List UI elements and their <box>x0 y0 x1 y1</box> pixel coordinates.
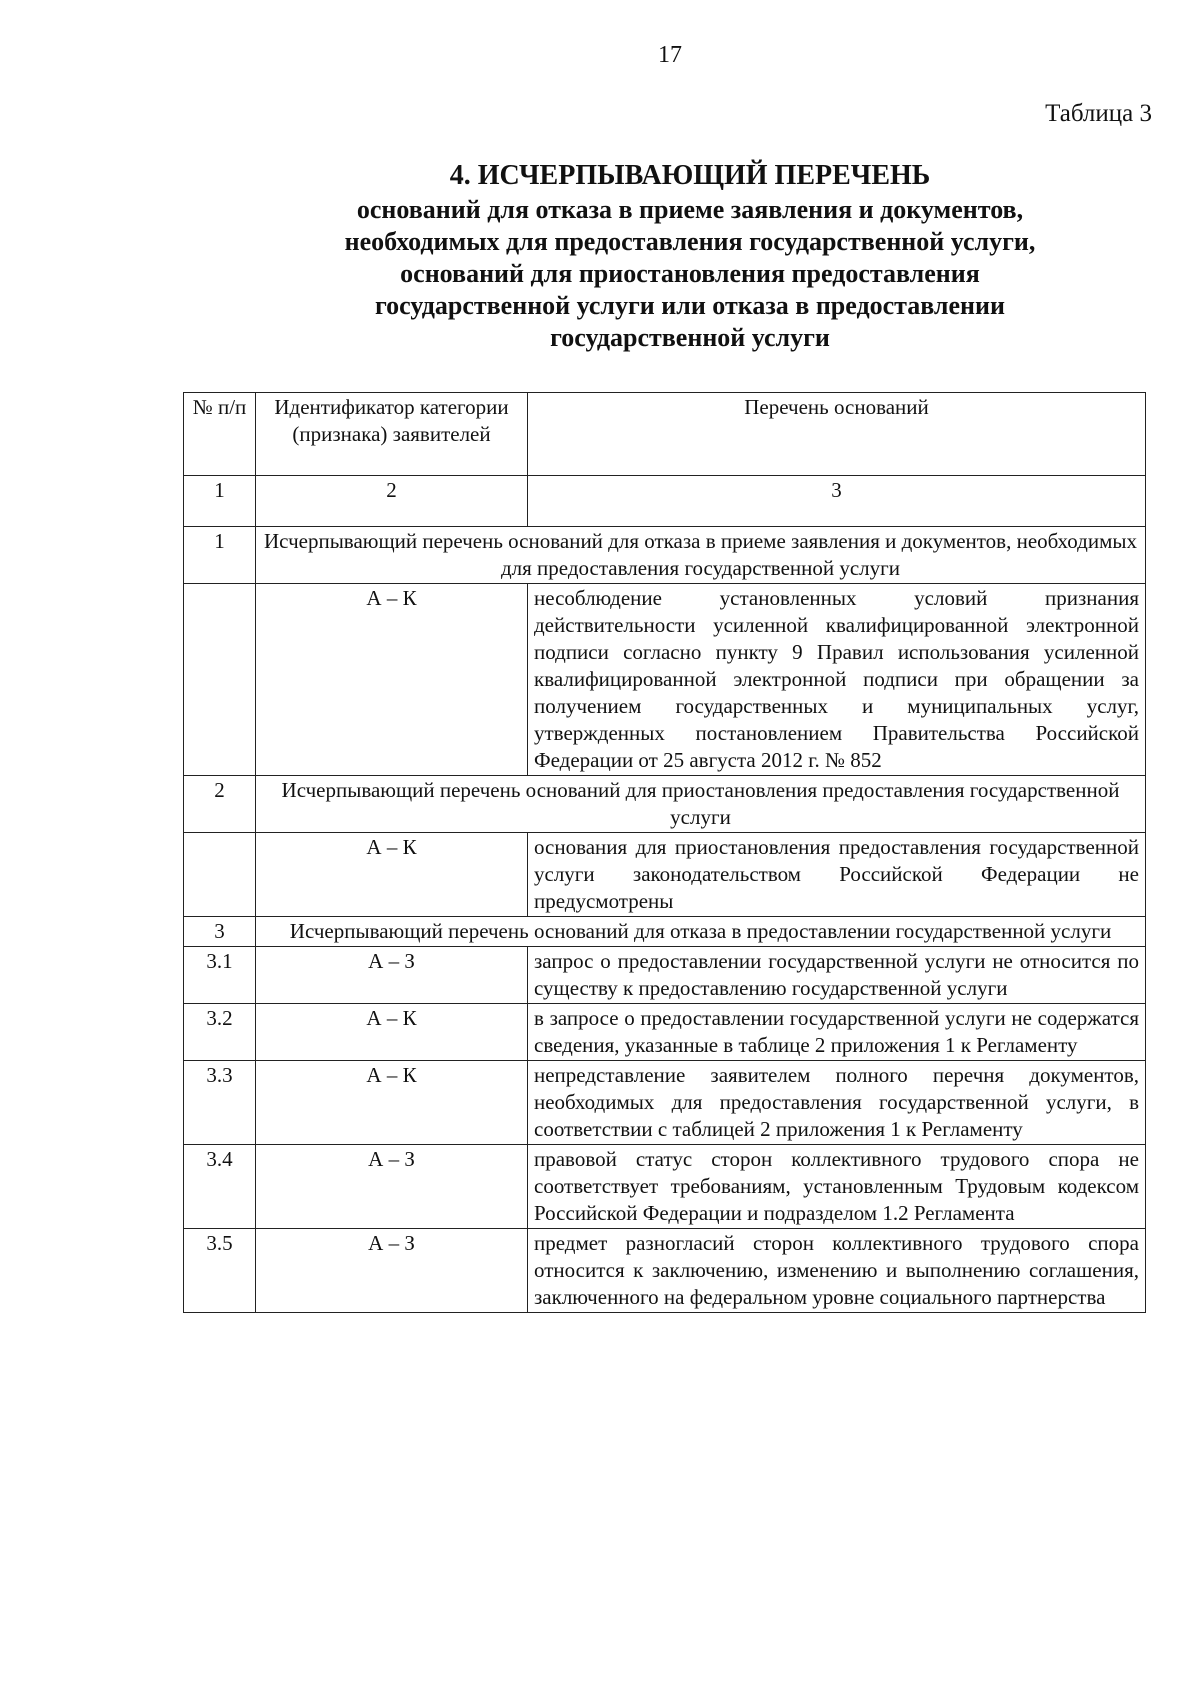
section-title: Исчерпывающий перечень оснований для приостановления предоставления государственной услуги <box>256 776 1146 833</box>
section-title: Исчерпывающий перечень оснований для отказа в предоставлении государственной услуги <box>256 917 1146 947</box>
heading-subtitle: оснований для отказа в приеме заявления и документов, необходимых для предоставления государственной услуги, оснований для приостановления предоставления государственной услуги или отказа в предоставлении государственной услуги <box>344 195 1036 352</box>
column-number: 2 <box>256 476 528 527</box>
applicant-category-id: А – К <box>256 1004 528 1061</box>
row-number: 3.4 <box>184 1145 256 1229</box>
table-label: Таблица 3 <box>1045 100 1152 127</box>
applicant-category-id: А – К <box>256 833 528 917</box>
reason-text: непредставление заявителем полного перечня документов, необходимых для предоставления государственной услуги, в соответствии с таблицей 2 приложения 1 к Регламенту <box>528 1061 1146 1145</box>
column-number: 1 <box>184 476 256 527</box>
table-row <box>184 584 1146 776</box>
reason-text: в запросе о предоставлении государственной услуги не содержатся сведения, указанные в таблице 2 приложения 1 к Регламенту <box>528 1004 1146 1061</box>
reason-text: запрос о предоставлении государственной услуги не относится по существу к предоставлению государственной услуги <box>528 947 1146 1004</box>
row-number <box>184 833 256 917</box>
header-reasons-list: Перечень оснований <box>528 393 1146 476</box>
applicant-category-id: А – К <box>256 584 528 776</box>
table-row <box>184 947 1146 1004</box>
applicant-category-id: А – К <box>256 1061 528 1145</box>
table-row <box>184 1229 1146 1313</box>
applicant-category-id: А – З <box>256 947 528 1004</box>
table-row <box>184 833 1146 917</box>
row-number <box>184 584 256 776</box>
row-number: 3.1 <box>184 947 256 1004</box>
applicant-category-id: А – З <box>256 1145 528 1229</box>
header-applicant-category: Идентификатор категории (признака) заявителей <box>256 393 528 476</box>
row-number: 3.5 <box>184 1229 256 1313</box>
reason-text: основания для приостановления предоставления государственной услуги законодательством Российской Федерации не предусмотрены <box>528 833 1146 917</box>
row-number: 1 <box>184 527 256 584</box>
section-row <box>184 917 1146 947</box>
table-row <box>184 1061 1146 1145</box>
reasons-table <box>183 392 1146 1313</box>
reason-text: предмет разногласий сторон коллективного трудового спора относится к заключению, изменению и выполнению соглашения, заключенного на федеральном уровне социального партнерства <box>528 1229 1146 1313</box>
table-row <box>184 1004 1146 1061</box>
section-row <box>184 527 1146 584</box>
reason-text: несоблюдение установленных условий признания действительности усиленной квалифицированной электронной подписи согласно пункту 9 Правил использования усиленной квалифицированной электронной подписи при обращении за получением государственных и муниципальных услуг, утвержденных постановлением Правительства Российской Федерации от 25 августа 2012 г. № 852 <box>528 584 1146 776</box>
table-header-row <box>184 393 1146 476</box>
row-number: 2 <box>184 776 256 833</box>
column-number-row <box>184 476 1146 527</box>
table-row <box>184 1145 1146 1229</box>
row-number: 3.3 <box>184 1061 256 1145</box>
applicant-category-id: А – З <box>256 1229 528 1313</box>
section-row <box>184 776 1146 833</box>
row-number: 3.2 <box>184 1004 256 1061</box>
reason-text: правовой статус сторон коллективного трудового спора не соответствует требованиям, установленным Трудовым кодексом Российской Федерации и подразделом 1.2 Регламента <box>528 1145 1146 1229</box>
header-number: № п/п <box>184 393 256 476</box>
document-heading <box>150 158 1200 354</box>
heading-title: 4. ИСЧЕРПЫВАЮЩИЙ ПЕРЕЧЕНЬ <box>449 160 931 191</box>
column-number: 3 <box>528 476 1146 527</box>
page-number: 17 <box>658 42 682 68</box>
row-number: 3 <box>184 917 256 947</box>
section-title: Исчерпывающий перечень оснований для отказа в приеме заявления и документов, необходимых для предоставления государственной услуги <box>256 527 1146 584</box>
